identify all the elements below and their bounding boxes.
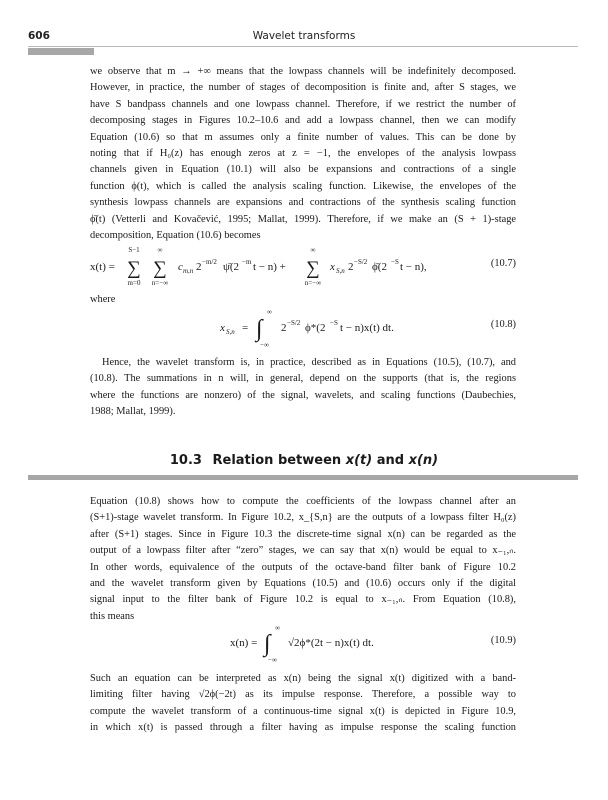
text-line: Such an equation can be interpreted as x(n) being the signal x(t) digitized with a band- xyxy=(90,673,516,684)
integral-lower-limit: −∞ xyxy=(268,656,277,664)
text-line: Hence, the wavelet transform is, in practice, described as in Equations (10.5), (10.7), and xyxy=(102,357,516,368)
header-rule xyxy=(28,46,578,47)
paragraph-3 xyxy=(90,494,516,625)
running-title: Wavelet transforms xyxy=(252,30,356,42)
text-line: noting that if H₀(z) has enough zeros at z = −1, the envelopes of the analysis lowpass xyxy=(90,147,516,159)
text-line: this means xyxy=(90,610,135,622)
text-line: ϕ̄(t) (Vetterli and Kovačević, 1995; Mallat, 1999). Therefore, if we make an (S + 1)-stage xyxy=(90,213,516,225)
paragraph-1 xyxy=(90,64,516,244)
text-line: function ϕ(t), which is called the analysis scaling function. Likewise, the envelopes of the xyxy=(90,180,516,192)
eq-term: 2 xyxy=(281,322,287,334)
eq-term: c xyxy=(178,261,183,273)
text-line: (10.8). The summations in n will, in general, depend on the supports (that is, the regions xyxy=(90,373,516,385)
text-line: However, in practice, the number of stages of decomposition is finite and, after S stages, we xyxy=(90,82,516,94)
integral-lower-limit: −∞ xyxy=(260,341,269,349)
paragraph-4 xyxy=(90,671,516,737)
eq-lhs: x xyxy=(220,322,225,334)
text-line: (S+1)-stage wavelet transform. In Figure 10.2, x_{S,n} are the outputs of a lowpass filter H₀(z) xyxy=(90,512,516,524)
paragraph-2 xyxy=(90,355,516,421)
section-title-var1: x(t) xyxy=(345,453,373,468)
section-title-var2: x(n) xyxy=(408,453,439,468)
text-line: decomposing stages in Figures 10.2–10.6 and add a lowpass channel, then we can modify xyxy=(90,115,516,127)
text-line: compute the wavelet transform of a continuous-time signal x(t) is depicted in Figure 10.9, xyxy=(90,705,516,717)
integral-sign: ∫ xyxy=(256,316,263,342)
sum-sign: ∑ xyxy=(153,258,167,279)
eq-term: t − n)x(t) dt. xyxy=(340,322,394,334)
page-number: 606 xyxy=(28,30,50,42)
eq-lhs: x(t) = xyxy=(90,261,115,273)
section-title-mid: and xyxy=(372,453,409,468)
eq-exponent: −S xyxy=(391,258,399,266)
sum-lower-limit: m=0 xyxy=(127,279,141,287)
sum-lower-limit: n=−∞ xyxy=(151,279,169,287)
text-line: 1988; Mallat, 1999). xyxy=(90,406,176,418)
section-title-prefix: Relation between xyxy=(212,453,346,468)
eq-term: = xyxy=(242,322,249,334)
eq-term: ϕ̄(2 xyxy=(372,261,387,273)
text-line: after (S+1) stages. Since in Figure 10.3 the discrete-time signal x(n) can be regarded as the xyxy=(90,528,516,540)
equation-10-9-math xyxy=(90,622,420,666)
text-line: output of a lowpass filter after “zero” stages, we can say that x(n) would be equal to x₋₁,ₙ. xyxy=(90,545,516,557)
eq-exponent: −S/2 xyxy=(354,258,368,266)
section-rule xyxy=(28,475,578,480)
equation-number: (10.9) xyxy=(490,635,516,646)
eq-term: ψ̄(2 xyxy=(223,261,240,273)
text-line: channels given in Equation (10.1) will also be expansions and contractions of a single xyxy=(90,164,516,176)
eq-term: ϕ*(2 xyxy=(305,322,326,334)
eq-term: t − n) + xyxy=(253,261,286,273)
sum-upper-limit: S−1 xyxy=(128,246,140,254)
eq-exponent: −S xyxy=(330,319,338,327)
eq-exponent: −m/2 xyxy=(202,258,217,266)
text-line: and the wavelet transform given by Equations (10.5) and (10.6) occurs only if the digital xyxy=(90,577,516,589)
eq-subscript: S,n xyxy=(336,267,345,275)
sum-sign: ∑ xyxy=(127,258,141,279)
eq-term: t − n), xyxy=(400,261,427,273)
text-line: limiting filter having √2ϕ(−2t) as its impulse response. Therefore, a possible way to xyxy=(90,689,516,701)
text-line: signal input to the filter bank of Figure 10.2 is equal to x₋₁,ₙ. From Equation (10.8), xyxy=(90,594,516,606)
text-line: where the functions are nonzero) of the signal, wavelets, and scaling functions (Daubechies, xyxy=(90,389,516,401)
equation-10-7-math xyxy=(90,244,470,292)
equation-number: (10.8) xyxy=(490,319,516,330)
where-text: where xyxy=(90,294,116,305)
equation-10-8 xyxy=(90,306,516,350)
eq-term: √2ϕ*(2t − n)x(t) dt. xyxy=(288,637,374,649)
text-line: Equation (10.8) shows how to compute the coefficients of the lowpass channel after an xyxy=(90,496,516,507)
equation-10-8-math xyxy=(90,306,420,350)
eq-subscript: S,n xyxy=(226,328,235,336)
text-line: in which x(t) is passed through a filter having as impulse response the scaling function xyxy=(90,722,516,734)
sum-lower-limit: n=−∞ xyxy=(304,279,322,287)
header-bar xyxy=(28,48,94,55)
sum-upper-limit: ∞ xyxy=(157,246,163,254)
sum-upper-limit: ∞ xyxy=(310,246,316,254)
integral-upper-limit: ∞ xyxy=(267,308,272,316)
equation-10-9 xyxy=(90,622,516,666)
running-head xyxy=(28,30,580,46)
equation-10-7 xyxy=(90,244,516,292)
text-line: synthesis lowpass channels are expansions and contractions of the synthesis scaling function xyxy=(90,197,516,209)
eq-term: 2 xyxy=(348,261,354,273)
eq-exponent: −m xyxy=(242,258,252,266)
section-heading xyxy=(0,453,608,468)
section-number: 10.3 xyxy=(169,453,202,468)
eq-lhs: x(n) = xyxy=(230,637,258,649)
text-line: decomposition, Equation (10.6) becomes xyxy=(90,229,261,241)
integral-upper-limit: ∞ xyxy=(275,624,280,632)
text-line: In other words, equivalence of the outputs of the octave-band filter bank of Figure 10.2 xyxy=(90,561,516,573)
text-line: Equation (10.6) so that m assumes only a finite number of values. This can be done by xyxy=(90,131,516,143)
eq-term: 2 xyxy=(196,261,202,273)
equation-number: (10.7) xyxy=(490,258,516,269)
text-line: we observe that m → +∞ means that the lowpass channels will be indefinitely decomposed. xyxy=(90,66,516,77)
sum-sign: ∑ xyxy=(306,258,320,279)
eq-term: x xyxy=(330,261,335,273)
text-line: have S bandpass channels and one lowpass channel. Therefore, if we restrict the number of xyxy=(90,98,516,110)
eq-exponent: −S/2 xyxy=(287,319,301,327)
eq-subscript: m,n xyxy=(183,267,194,275)
integral-sign: ∫ xyxy=(264,631,271,657)
